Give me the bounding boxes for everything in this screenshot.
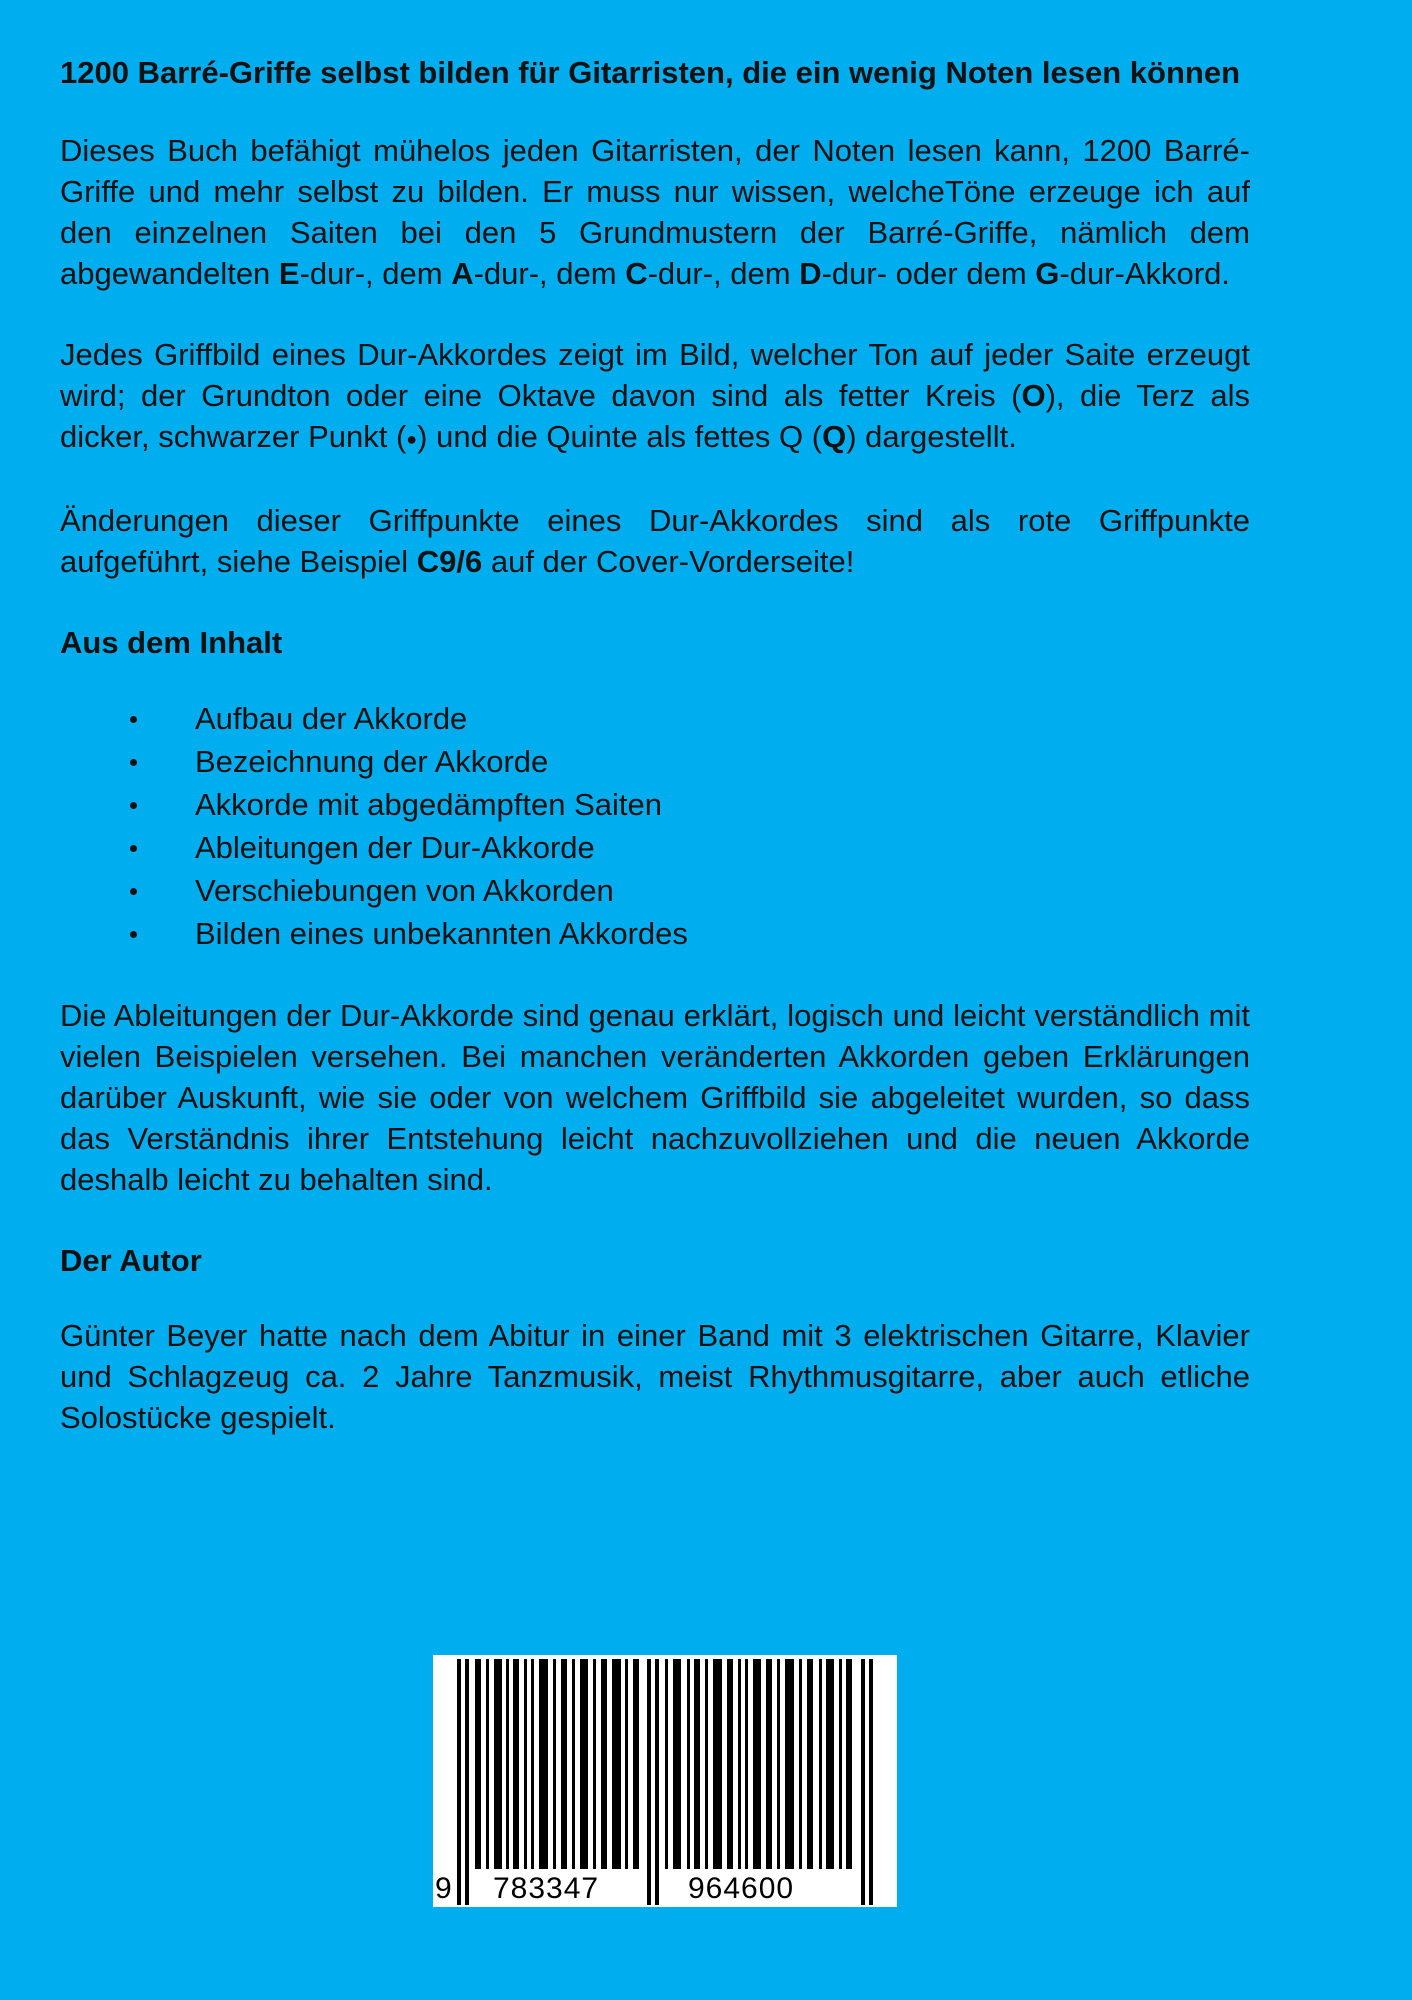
bullet-icon [130, 759, 137, 766]
bullet-icon [130, 845, 137, 852]
chord-d: D [799, 256, 822, 291]
list-item [60, 912, 1250, 955]
barcode-first-digit: 9 [435, 1872, 453, 1905]
list-item [60, 826, 1250, 869]
isbn-barcode [433, 1655, 897, 1907]
author-heading: Der Autor [60, 1243, 202, 1278]
bullet-icon [130, 888, 137, 895]
intro-text: -dur- oder dem [821, 256, 1036, 291]
intro-text: -dur-, dem [647, 256, 800, 291]
bullet-icon [130, 716, 137, 723]
list-item-label: Akkorde mit abgedämpften Saiten [195, 787, 662, 822]
changes-paragraph [60, 500, 1250, 582]
list-item-label: Bilden eines unbekannten Akkordes [195, 916, 688, 951]
chord-a: A [451, 256, 474, 291]
root-symbol: O [1021, 378, 1046, 413]
intro-text: -dur-, dem [473, 256, 626, 291]
barcode-left-digits: 783347 [493, 1872, 600, 1905]
back-cover-text [60, 52, 1250, 1478]
list-item-label: Verschiebungen von Akkorden [195, 873, 614, 908]
griffbild-text: ) und die Quinte als fettes Q ( [417, 419, 823, 454]
author-paragraph: Günter Beyer hatte nach dem Abitur in einer Band mit 3 elektrischen Gitarre, Klavier und Schlagzeug ca. 2 Jahre Tanzmusik, meist Rhythmusgitarre, aber auch etliche Solostücke gespielt. [60, 1318, 1250, 1435]
changes-text: auf der Cover-Vorderseite! [482, 544, 855, 579]
intro-text: -dur-, dem [299, 256, 452, 291]
derivations-paragraph: Die Ableitungen der Dur-Akkorde sind genau erklärt, logisch und leicht verständlich mit vielen Beispielen versehen. Bei manchen veränderten Akkorden geben Erklärungen darüber Auskunft, wie sie oder von welchem Griffbild sie abgeleitet wurden, so dass das Verständnis ihrer Entstehung leicht nachzuvollziehen und die neuen Akkorde deshalb leicht zu behalten sind. [60, 998, 1250, 1197]
griffbild-text: ) dargestellt. [846, 419, 1017, 454]
contents-heading: Aus dem Inhalt [60, 625, 283, 660]
chord-g: G [1035, 256, 1060, 291]
list-item [60, 740, 1250, 783]
intro-text: Dieses Buch befähigt mühelos jeden Gitarristen, der Noten lesen kann, 1200 Barré-Griffe und mehr selbst zu bilden. Er muss nur wissen, welcheTöne erzeuge ich auf den einzelnen Saiten bei den 5 Grundmustern der Barré-Griffe, nämlich dem abgewandelten [60, 133, 1250, 291]
list-item [60, 869, 1250, 912]
barcode-bars [433, 1655, 897, 1907]
bullet-icon [130, 802, 137, 809]
fifth-symbol: Q [822, 419, 847, 454]
griffbild-paragraph [60, 334, 1250, 460]
contents-list [60, 697, 1250, 955]
list-item-label: Aufbau der Akkorde [195, 701, 468, 736]
chord-c: C [625, 256, 648, 291]
barcode-right-digits: 964600 [688, 1872, 795, 1905]
griffbild-text: Jedes Griffbild eines Dur-Akkordes zeigt im Bild, welcher Ton auf jeder Saite erzeugt wird; der Grundton oder eine Oktave davon sind als fetter Kreis ( [60, 337, 1250, 413]
list-item-label: Bezeichnung der Akkorde [195, 744, 549, 779]
griffbild-text: ), die Terz als dicker, schwarzer Punkt ( [60, 378, 1250, 454]
book-title: 1200 Barré-Griffe selbst bilden für Gitarristen, die ein wenig Noten lesen können [60, 55, 1241, 90]
third-dot-symbol: ● [406, 429, 418, 449]
changes-text: Änderungen dieser Griffpunkte eines Dur-Akkordes sind als rote Griffpunkte aufgeführt, siehe Beispiel [60, 503, 1250, 579]
chord-e: E [278, 256, 300, 291]
list-item [60, 783, 1250, 826]
bullet-icon [130, 931, 137, 938]
intro-text: -dur-Akkord. [1059, 256, 1230, 291]
example-chord: C9/6 [416, 544, 483, 579]
list-item-label: Ableitungen der Dur-Akkorde [195, 830, 595, 865]
list-item [60, 697, 1250, 740]
intro-paragraph [60, 130, 1250, 294]
